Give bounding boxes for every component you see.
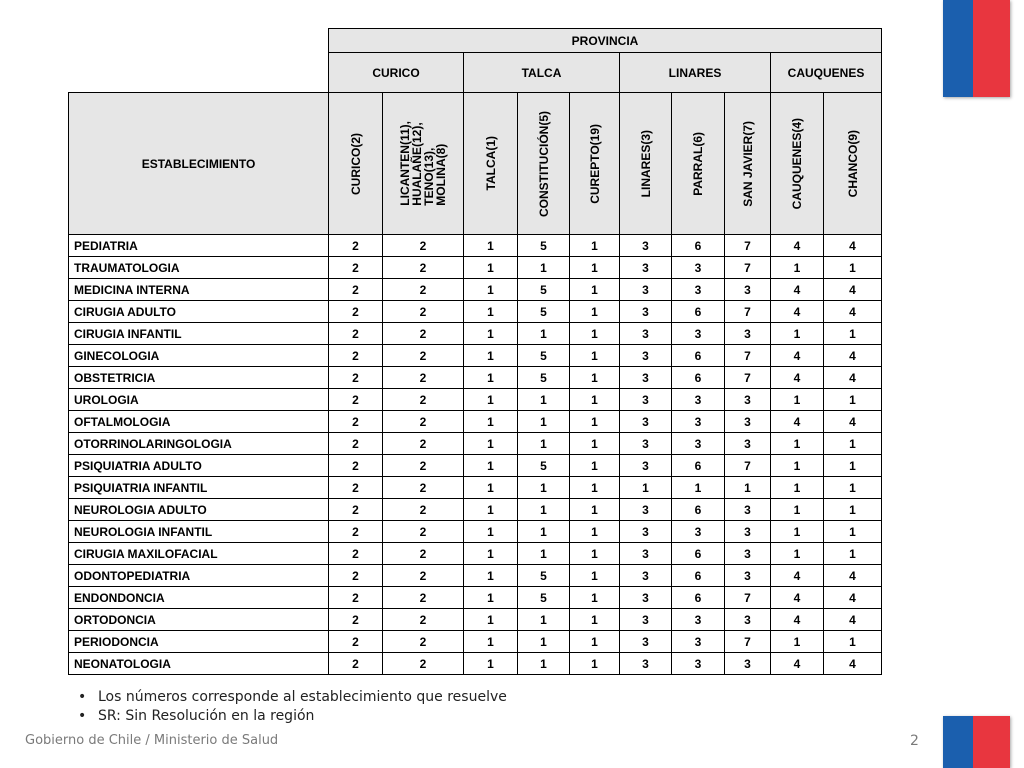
row-label: CIRUGIA INFANTIL xyxy=(69,323,329,345)
row-label: NEUROLOGIA ADULTO xyxy=(69,499,329,521)
table-cell: 3 xyxy=(620,499,672,521)
city-header: CAUQUENES xyxy=(771,53,882,93)
table-cell: 4 xyxy=(771,587,824,609)
row-label: NEUROLOGIA INFANTIL xyxy=(69,521,329,543)
subcolumn-label: SAN JAVIER(7) xyxy=(740,120,755,207)
city-header: TALCA xyxy=(464,53,620,93)
table-cell: 1 xyxy=(824,477,882,499)
subcolumn-label: CAUQUENES(4) xyxy=(790,117,804,210)
row-label: NEONATOLOGIA xyxy=(69,653,329,675)
table-cell: 2 xyxy=(383,257,464,279)
table-cell: 1 xyxy=(771,323,824,345)
table-cell: 7 xyxy=(725,257,771,279)
table-cell: 4 xyxy=(771,279,824,301)
table-cell: 2 xyxy=(329,323,383,345)
table-cell: 2 xyxy=(383,565,464,587)
table-cell: 4 xyxy=(824,235,882,257)
table-row xyxy=(69,631,882,653)
table-cell: 1 xyxy=(570,521,620,543)
table-cell: 2 xyxy=(383,587,464,609)
table-row xyxy=(69,235,882,257)
table-row xyxy=(69,411,882,433)
table-cell: 2 xyxy=(383,345,464,367)
table-row xyxy=(69,587,882,609)
table-cell: 1 xyxy=(518,631,570,653)
table-cell: 3 xyxy=(672,257,725,279)
table-cell: 1 xyxy=(824,455,882,477)
table-cell: 1 xyxy=(518,477,570,499)
table-cell: 3 xyxy=(620,389,672,411)
row-label: ODONTOPEDIATRIA xyxy=(69,565,329,587)
subcolumn-header xyxy=(329,93,383,235)
table-cell: 6 xyxy=(672,235,725,257)
table-cell: 1 xyxy=(771,477,824,499)
table-cell: 3 xyxy=(672,631,725,653)
note-text: SR: Sin Resolución en la región xyxy=(98,708,315,724)
table-cell: 2 xyxy=(329,235,383,257)
table-cell: 3 xyxy=(672,433,725,455)
table-cell: 2 xyxy=(329,543,383,565)
table-cell: 2 xyxy=(383,279,464,301)
table-cell: 1 xyxy=(570,323,620,345)
table-cell: 1 xyxy=(518,433,570,455)
table-cell: 2 xyxy=(383,323,464,345)
table-cell: 5 xyxy=(518,587,570,609)
table-cell: 5 xyxy=(518,455,570,477)
table-cell: 2 xyxy=(329,477,383,499)
table-cell: 2 xyxy=(383,301,464,323)
table-cell: 2 xyxy=(383,433,464,455)
footer-text: Gobierno de Chile / Ministerio de Salud xyxy=(25,733,279,748)
table-cell: 4 xyxy=(824,587,882,609)
subcolumn-header xyxy=(725,93,771,235)
row-label: PERIODONCIA xyxy=(69,631,329,653)
table-cell: 3 xyxy=(620,279,672,301)
table-cell: 1 xyxy=(570,477,620,499)
table-cell: 2 xyxy=(383,543,464,565)
table-cell: 1 xyxy=(570,587,620,609)
subcolumn-label: PARRAL(6) xyxy=(691,131,705,196)
table-cell: 1 xyxy=(570,345,620,367)
table-cell: 1 xyxy=(824,521,882,543)
table-cell: 3 xyxy=(620,257,672,279)
row-label: TRAUMATOLOGIA xyxy=(69,257,329,279)
subcolumn-header xyxy=(383,93,464,235)
table-row xyxy=(69,301,882,323)
flag-red-stripe xyxy=(973,716,1010,768)
table-cell: 1 xyxy=(570,411,620,433)
table-cell: 2 xyxy=(383,455,464,477)
table-cell: 3 xyxy=(725,389,771,411)
table-cell: 5 xyxy=(518,235,570,257)
row-label: GINECOLOGIA xyxy=(69,345,329,367)
table-cell: 2 xyxy=(329,389,383,411)
table-cell: 1 xyxy=(771,433,824,455)
row-label: ORTODONCIA xyxy=(69,609,329,631)
row-label: OBSTETRICIA xyxy=(69,367,329,389)
table-cell: 3 xyxy=(620,323,672,345)
table-cell: 1 xyxy=(570,389,620,411)
table-cell: 1 xyxy=(570,301,620,323)
table-cell: 1 xyxy=(464,521,518,543)
subcolumn-header xyxy=(771,93,824,235)
table-corner xyxy=(69,29,329,93)
table-cell: 6 xyxy=(672,499,725,521)
table-cell: 1 xyxy=(464,345,518,367)
table-cell: 2 xyxy=(383,521,464,543)
subcolumn-header xyxy=(518,93,570,235)
table-row xyxy=(69,279,882,301)
page-number: 2 xyxy=(910,733,919,749)
table-cell: 1 xyxy=(570,653,620,675)
subcolumn-label: CURICO(2) xyxy=(348,132,363,195)
table-cell: 2 xyxy=(329,257,383,279)
table-cell: 1 xyxy=(771,389,824,411)
table-cell: 1 xyxy=(771,257,824,279)
table-cell: 1 xyxy=(771,499,824,521)
notes-list xyxy=(78,688,507,726)
table-cell: 3 xyxy=(620,653,672,675)
table-cell: 4 xyxy=(824,565,882,587)
subcolumn-label: CONSTITUCIÓN(5) xyxy=(536,110,551,217)
table-cell: 1 xyxy=(824,389,882,411)
table-row xyxy=(69,543,882,565)
table-cell: 3 xyxy=(672,279,725,301)
table-cell: 1 xyxy=(570,609,620,631)
row-label: MEDICINA INTERNA xyxy=(69,279,329,301)
subcolumn-header xyxy=(570,93,620,235)
table-cell: 5 xyxy=(518,345,570,367)
chile-flag-decoration-bottom xyxy=(943,716,1010,768)
table-cell: 2 xyxy=(383,631,464,653)
table-cell: 2 xyxy=(329,565,383,587)
table-cell: 1 xyxy=(464,235,518,257)
table-cell: 1 xyxy=(518,257,570,279)
table-cell: 3 xyxy=(620,345,672,367)
table-cell: 5 xyxy=(518,565,570,587)
subcolumn-label: TALCA(1) xyxy=(483,136,498,191)
table-cell: 1 xyxy=(824,543,882,565)
table-cell: 3 xyxy=(725,323,771,345)
table-cell: 1 xyxy=(570,543,620,565)
table-cell: 1 xyxy=(725,477,771,499)
table-cell: 3 xyxy=(620,631,672,653)
table-cell: 3 xyxy=(620,609,672,631)
subcolumn-header xyxy=(464,93,518,235)
table-cell: 5 xyxy=(518,301,570,323)
table-cell: 2 xyxy=(329,653,383,675)
table-cell: 4 xyxy=(824,367,882,389)
table-cell: 2 xyxy=(383,411,464,433)
table-row xyxy=(69,257,882,279)
table-cell: 3 xyxy=(725,279,771,301)
table-cell: 3 xyxy=(620,301,672,323)
table-row xyxy=(69,367,882,389)
table-cell: 1 xyxy=(518,543,570,565)
table-cell: 6 xyxy=(672,345,725,367)
table-cell: 5 xyxy=(518,279,570,301)
provincia-header: PROVINCIA xyxy=(329,29,882,53)
table-cell: 1 xyxy=(464,411,518,433)
table-cell: 3 xyxy=(620,587,672,609)
table-cell: 1 xyxy=(518,609,570,631)
table-cell: 4 xyxy=(771,301,824,323)
table-cell: 2 xyxy=(383,499,464,521)
note-item: • SR: Sin Resolución en la región xyxy=(78,708,315,724)
table-cell: 1 xyxy=(464,565,518,587)
table-cell: 1 xyxy=(570,433,620,455)
row-label: CIRUGIA ADULTO xyxy=(69,301,329,323)
table-cell: 2 xyxy=(383,609,464,631)
table-cell: 1 xyxy=(464,257,518,279)
table-cell: 2 xyxy=(329,433,383,455)
table-cell: 7 xyxy=(725,345,771,367)
table-cell: 3 xyxy=(672,411,725,433)
table-cell: 1 xyxy=(518,389,570,411)
subcolumn-label: CHANCO(9) xyxy=(845,129,860,198)
table-cell: 3 xyxy=(672,653,725,675)
table-cell: 3 xyxy=(620,521,672,543)
table-cell: 7 xyxy=(725,587,771,609)
table-cell: 2 xyxy=(383,235,464,257)
flag-blue-stripe xyxy=(943,0,973,97)
table-cell: 1 xyxy=(824,257,882,279)
row-label: UROLOGIA xyxy=(69,389,329,411)
table-cell: 6 xyxy=(672,565,725,587)
table-cell: 1 xyxy=(518,411,570,433)
table-cell: 1 xyxy=(672,477,725,499)
table-cell: 1 xyxy=(464,367,518,389)
table-cell: 1 xyxy=(570,631,620,653)
table-cell: 3 xyxy=(620,565,672,587)
table-cell: 1 xyxy=(464,433,518,455)
row-label: CIRUGIA MAXILOFACIAL xyxy=(69,543,329,565)
table-cell: 1 xyxy=(518,521,570,543)
table-cell: 2 xyxy=(329,521,383,543)
table-cell: 1 xyxy=(464,323,518,345)
table-cell: 4 xyxy=(771,235,824,257)
table-cell: 4 xyxy=(824,653,882,675)
table-cell: 1 xyxy=(464,477,518,499)
table-cell: 2 xyxy=(383,367,464,389)
chile-flag-decoration-top xyxy=(943,0,1010,97)
table-cell: 1 xyxy=(771,521,824,543)
flag-blue-stripe xyxy=(943,716,973,768)
table-row xyxy=(69,433,882,455)
table-cell: 2 xyxy=(329,411,383,433)
table-cell: 1 xyxy=(824,433,882,455)
table-cell: 3 xyxy=(725,521,771,543)
table-cell: 3 xyxy=(725,565,771,587)
table-cell: 2 xyxy=(383,477,464,499)
table-cell: 1 xyxy=(518,499,570,521)
table-cell: 1 xyxy=(570,235,620,257)
table-cell: 1 xyxy=(570,499,620,521)
table-cell: 6 xyxy=(672,587,725,609)
row-label: OFTALMOLOGIA xyxy=(69,411,329,433)
table-cell: 3 xyxy=(672,323,725,345)
subcolumn-label: LICANTEN(11), HUALAÑE(12), TENO(13), MOLINA(8) xyxy=(398,121,448,206)
table-cell: 7 xyxy=(725,235,771,257)
table-cell: 3 xyxy=(725,543,771,565)
note-text: Los números corresponde al establecimiento que resuelve xyxy=(98,689,507,705)
table-cell: 1 xyxy=(824,631,882,653)
table-cell: 3 xyxy=(725,653,771,675)
note-item: • Los números corresponde al establecimiento que resuelve xyxy=(78,689,507,705)
table-cell: 1 xyxy=(518,653,570,675)
table-cell: 2 xyxy=(383,653,464,675)
table-cell: 2 xyxy=(329,631,383,653)
table-cell: 3 xyxy=(725,499,771,521)
table-cell: 3 xyxy=(672,389,725,411)
table-cell: 7 xyxy=(725,455,771,477)
table-cell: 4 xyxy=(771,565,824,587)
table-row xyxy=(69,389,882,411)
table-cell: 4 xyxy=(771,411,824,433)
table-row xyxy=(69,345,882,367)
row-label: OTORRINOLARINGOLOGIA xyxy=(69,433,329,455)
table-cell: 7 xyxy=(725,301,771,323)
row-label: PSIQUIATRIA INFANTIL xyxy=(69,477,329,499)
table-cell: 7 xyxy=(725,367,771,389)
table-cell: 3 xyxy=(725,411,771,433)
table-cell: 6 xyxy=(672,367,725,389)
table-cell: 2 xyxy=(329,499,383,521)
table-cell: 2 xyxy=(329,301,383,323)
table-cell: 1 xyxy=(464,631,518,653)
table-cell: 3 xyxy=(620,433,672,455)
table-cell: 4 xyxy=(771,653,824,675)
table-cell: 1 xyxy=(570,257,620,279)
table-cell: 1 xyxy=(570,279,620,301)
table-cell: 1 xyxy=(464,653,518,675)
table-cell: 2 xyxy=(329,345,383,367)
table-row xyxy=(69,565,882,587)
subcolumn-header xyxy=(620,93,672,235)
table-cell: 1 xyxy=(464,279,518,301)
table-cell: 3 xyxy=(620,411,672,433)
table-cell: 1 xyxy=(464,499,518,521)
table-cell: 5 xyxy=(518,367,570,389)
table-cell: 1 xyxy=(824,499,882,521)
table-cell: 1 xyxy=(464,389,518,411)
table-cell: 4 xyxy=(824,609,882,631)
table-cell: 1 xyxy=(771,631,824,653)
subcolumn-label: LINARES(3) xyxy=(638,129,653,198)
table-cell: 4 xyxy=(824,411,882,433)
table-row xyxy=(69,521,882,543)
establecimiento-header: ESTABLECIMIENTO xyxy=(69,93,329,235)
table-cell: 1 xyxy=(518,323,570,345)
table-cell: 2 xyxy=(383,389,464,411)
table-cell: 3 xyxy=(725,609,771,631)
table-cell: 4 xyxy=(771,345,824,367)
table-cell: 3 xyxy=(620,543,672,565)
table-cell: 3 xyxy=(725,433,771,455)
table-row xyxy=(69,499,882,521)
subcolumn-header xyxy=(672,93,725,235)
table-cell: 3 xyxy=(620,367,672,389)
table-cell: 7 xyxy=(725,631,771,653)
table-cell: 1 xyxy=(620,477,672,499)
table-cell: 4 xyxy=(824,345,882,367)
table-cell: 1 xyxy=(570,367,620,389)
table-cell: 1 xyxy=(464,587,518,609)
table-cell: 2 xyxy=(329,455,383,477)
row-label: ENDONDONCIA xyxy=(69,587,329,609)
table-cell: 1 xyxy=(771,543,824,565)
table-cell: 3 xyxy=(620,235,672,257)
table-row xyxy=(69,653,882,675)
row-label: PEDIATRIA xyxy=(69,235,329,257)
table-cell: 4 xyxy=(771,367,824,389)
table-cell: 1 xyxy=(464,301,518,323)
table-cell: 2 xyxy=(329,587,383,609)
table-cell: 1 xyxy=(570,455,620,477)
table-cell: 3 xyxy=(620,455,672,477)
table-cell: 2 xyxy=(329,279,383,301)
table-cell: 2 xyxy=(329,367,383,389)
table-cell: 1 xyxy=(464,455,518,477)
table-cell: 1 xyxy=(464,609,518,631)
table-row xyxy=(69,609,882,631)
row-label: PSIQUIATRIA ADULTO xyxy=(69,455,329,477)
table-cell: 1 xyxy=(464,543,518,565)
table-row xyxy=(69,455,882,477)
table-cell: 1 xyxy=(570,565,620,587)
table-cell: 4 xyxy=(824,301,882,323)
city-header: CURICO xyxy=(329,53,464,93)
establishment-table xyxy=(68,28,882,675)
subcolumn-label: CUREPTO(19) xyxy=(587,123,602,204)
table-cell: 4 xyxy=(824,279,882,301)
table-cell: 6 xyxy=(672,455,725,477)
table-cell: 3 xyxy=(672,521,725,543)
city-header: LINARES xyxy=(620,53,771,93)
table-row xyxy=(69,477,882,499)
table-cell: 2 xyxy=(329,609,383,631)
subcolumn-header xyxy=(824,93,882,235)
table-row xyxy=(69,323,882,345)
table-cell: 3 xyxy=(672,609,725,631)
table-cell: 6 xyxy=(672,301,725,323)
table-cell: 4 xyxy=(771,609,824,631)
table-cell: 1 xyxy=(824,323,882,345)
table-cell: 6 xyxy=(672,543,725,565)
table-cell: 1 xyxy=(771,455,824,477)
flag-red-stripe xyxy=(973,0,1010,97)
